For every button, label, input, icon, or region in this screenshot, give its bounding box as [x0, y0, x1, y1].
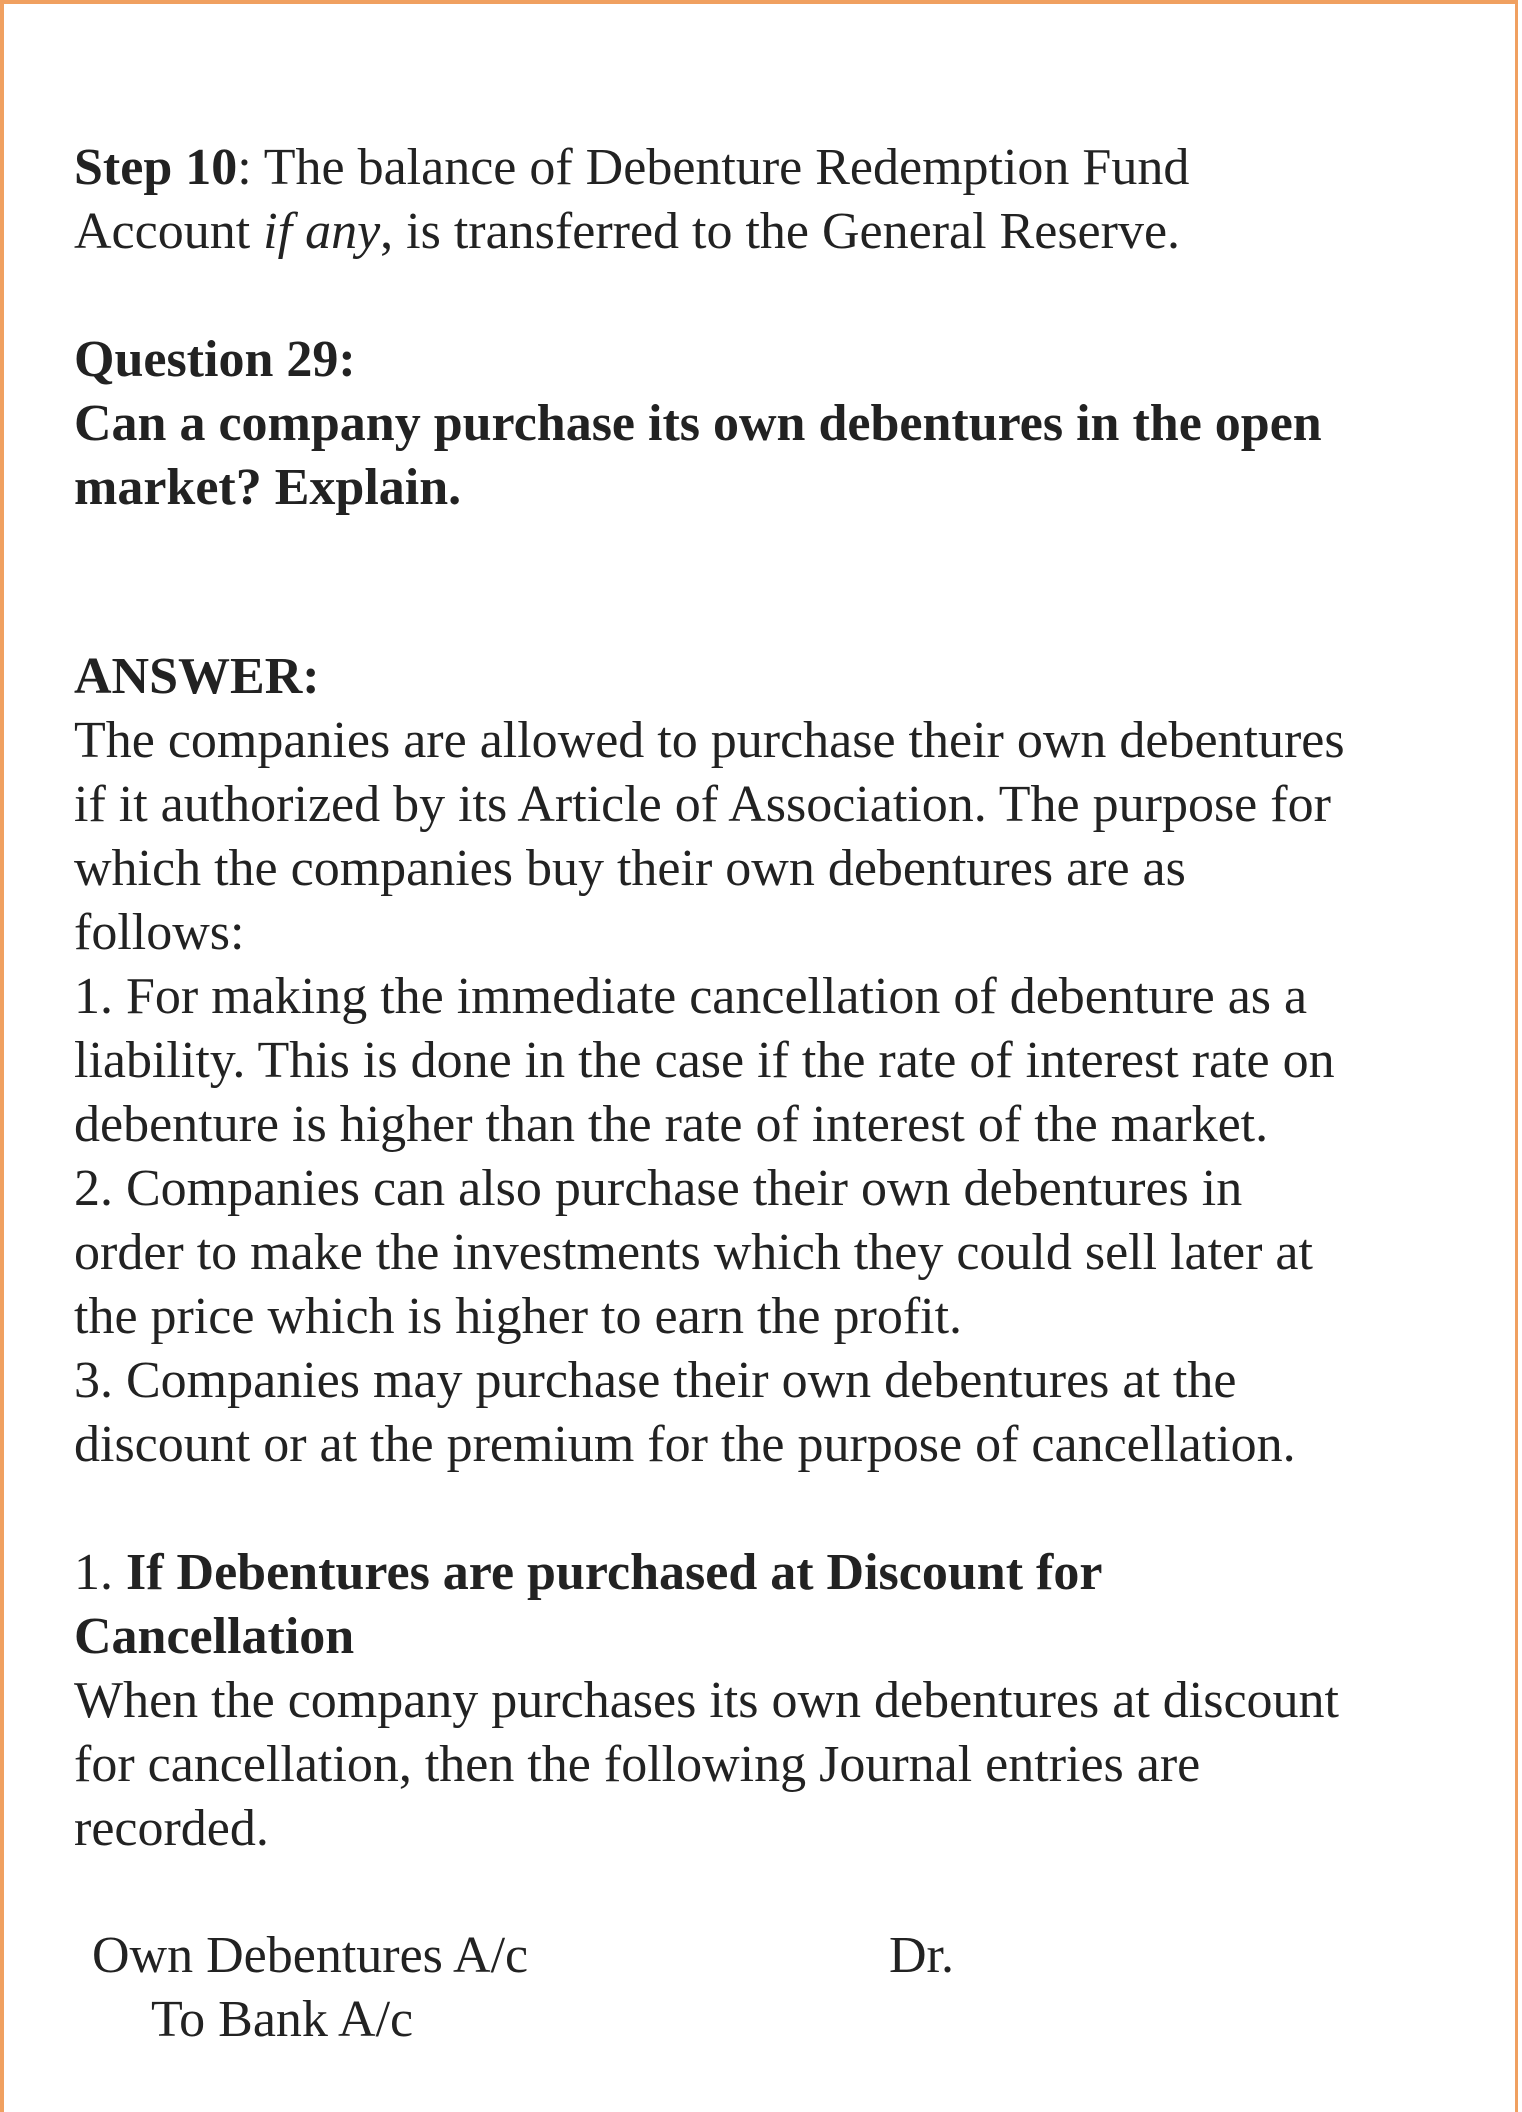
step-italic-text: if any	[263, 203, 381, 260]
section-line: When the company purchases its own debentures at discount	[74, 1672, 1339, 1729]
journal-credit-account: To Bank A/c	[151, 1991, 414, 2048]
section-line: for cancellation, then the following Journal entries are	[74, 1736, 1201, 1793]
answer-line: follows:	[74, 904, 245, 961]
answer-line: 1. For making the immediate cancellation of debenture as a	[74, 968, 1308, 1025]
answer-line: if it authorized by its Article of Association. The purpose for	[74, 776, 1331, 833]
answer-line: debenture is higher than the rate of interest of the market.	[74, 1096, 1269, 1153]
answer-line: which the companies buy their own debentures are as	[74, 840, 1186, 897]
step-text: , is transferred to the General Reserve.	[380, 203, 1181, 260]
section-heading: Cancellation	[74, 1608, 355, 1665]
step-text: : The balance of Debenture Redemption Fund	[237, 139, 1190, 196]
section-heading: If Debentures are purchased at Discount for	[126, 1544, 1103, 1601]
answer-line: The companies are allowed to purchase their own debentures	[74, 712, 1345, 769]
section-discount	[74, 1541, 1339, 1861]
answer-line: 2. Companies can also purchase their own debentures in	[74, 1160, 1243, 1217]
journal-debit-marker: Dr.	[889, 1927, 954, 1984]
step-10-paragraph	[74, 136, 1189, 264]
step-text: Account	[74, 203, 264, 260]
journal-debit-account: Own Debentures A/c	[92, 1927, 529, 1984]
question-text: Can a company purchase its own debentures in the open	[74, 395, 1322, 452]
section-number: 1.	[74, 1544, 126, 1601]
question-text: market? Explain.	[74, 459, 462, 516]
answer-title: ANSWER:	[74, 648, 320, 705]
answer-line: liability. This is done in the case if the rate of interest rate on	[74, 1032, 1335, 1089]
step-label: Step 10	[74, 139, 238, 196]
answer-block	[74, 645, 1345, 1477]
question-block	[74, 328, 1322, 520]
answer-line: the price which is higher to earn the profit.	[74, 1288, 963, 1345]
answer-line: order to make the investments which they could sell later at	[74, 1224, 1313, 1281]
section-line: recorded.	[74, 1800, 269, 1857]
question-title: Question 29:	[74, 331, 356, 388]
answer-line: 3. Companies may purchase their own debentures at the	[74, 1352, 1237, 1409]
answer-line: discount or at the premium for the purpose of cancellation.	[74, 1416, 1296, 1473]
